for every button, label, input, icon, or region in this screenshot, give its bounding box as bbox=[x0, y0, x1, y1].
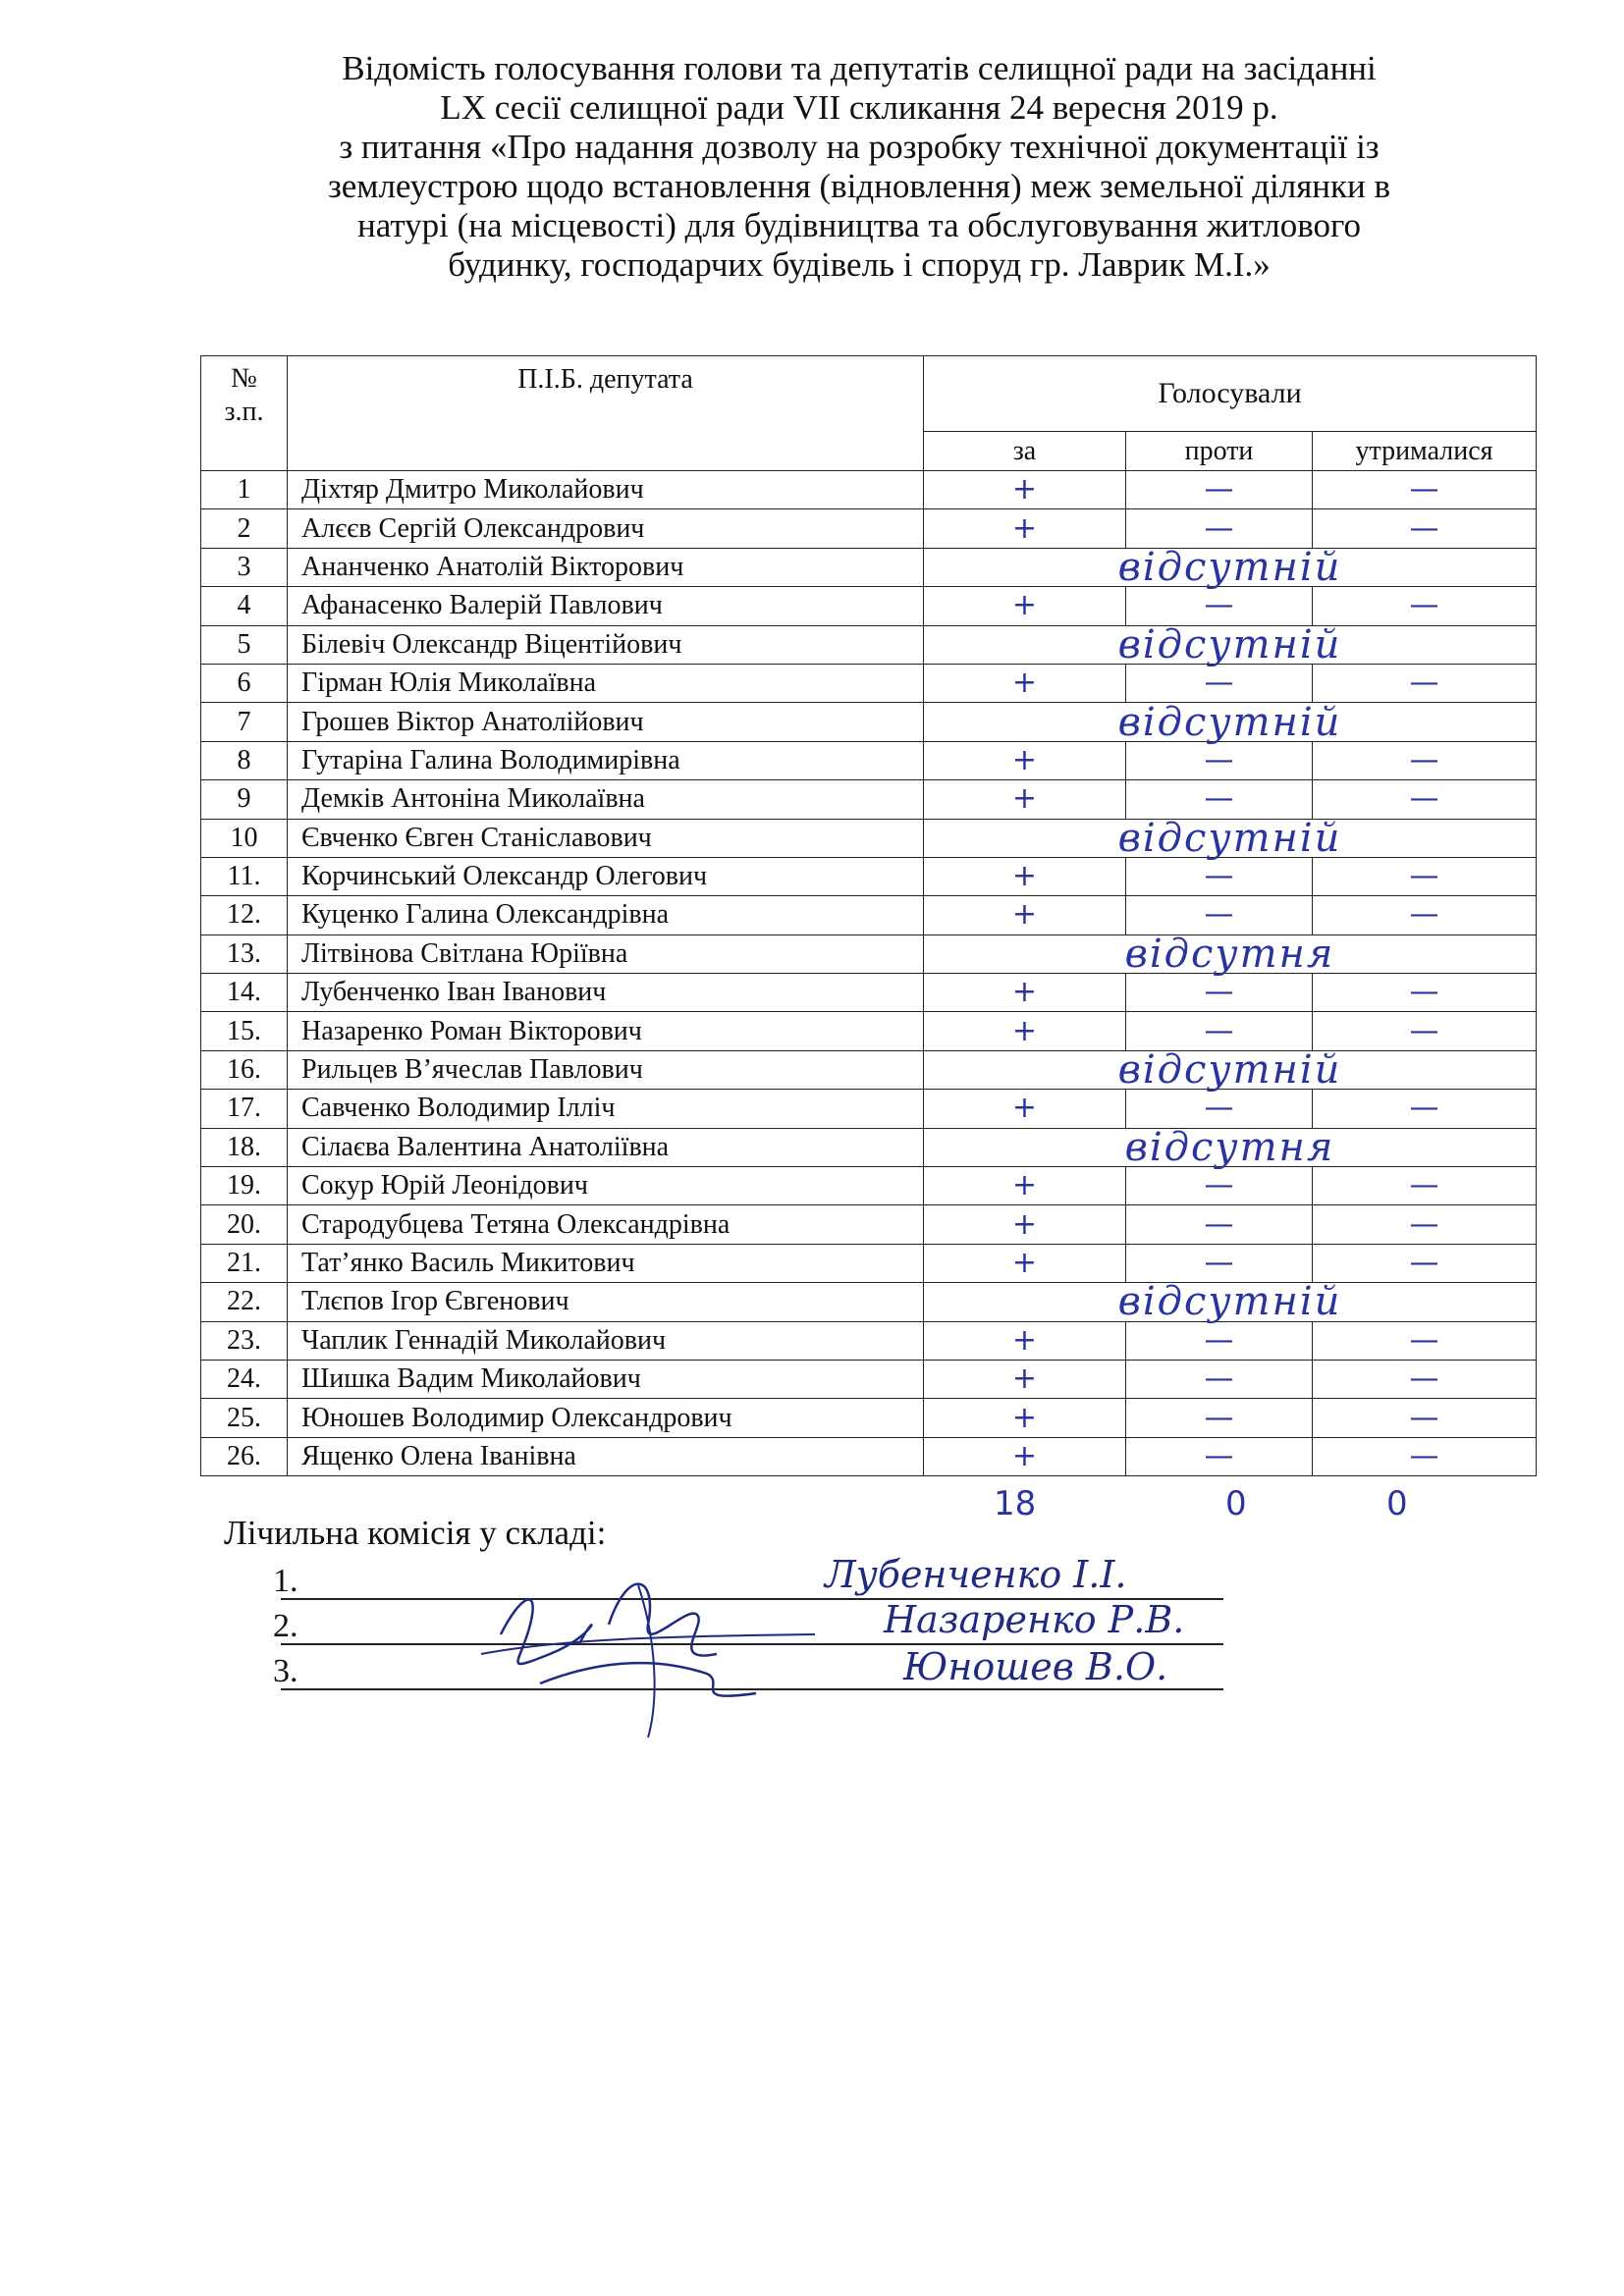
row-number: 21. bbox=[201, 1244, 288, 1282]
table-row bbox=[201, 780, 1537, 819]
vote-against-mark: — bbox=[1126, 974, 1313, 1012]
title-line: з питання «Про надання дозволу на розробку технічної документації із bbox=[339, 128, 1380, 166]
vote-against-mark: — bbox=[1126, 896, 1313, 934]
row-number: 14. bbox=[201, 974, 288, 1012]
vote-against-mark: — bbox=[1126, 1360, 1313, 1398]
row-number: 4 bbox=[201, 587, 288, 625]
table-row bbox=[201, 1437, 1537, 1475]
signature-scribble bbox=[461, 1546, 835, 1742]
commission-member-name: Юношев В.О. bbox=[903, 1645, 1168, 1688]
vote-abstained-mark: — bbox=[1313, 1090, 1537, 1128]
vote-abstained-mark: — bbox=[1313, 974, 1537, 1012]
vote-for-mark: + bbox=[924, 1399, 1126, 1437]
deputy-name: Сокур Юрій Леонідович bbox=[288, 1167, 924, 1205]
vote-against-mark: — bbox=[1126, 1090, 1313, 1128]
vote-against-mark: — bbox=[1126, 1167, 1313, 1205]
header-abstained: утрималися bbox=[1313, 432, 1537, 471]
row-number: 6 bbox=[201, 664, 288, 702]
deputy-name: Назаренко Роман Вікторович bbox=[288, 1012, 924, 1050]
commission-member-name: Лубенченко І.І. bbox=[825, 1553, 1127, 1596]
row-number: 19. bbox=[201, 1167, 288, 1205]
deputy-name: Савченко Володимир Ілліч bbox=[288, 1090, 924, 1128]
deputy-name: Гутаріна Галина Володимирівна bbox=[288, 741, 924, 779]
deputy-name: Тат’янко Василь Микитович bbox=[288, 1244, 924, 1282]
vote-for-mark: + bbox=[924, 664, 1126, 702]
deputy-name: Ананченко Анатолій Вікторович bbox=[288, 548, 924, 586]
deputy-name: Літвінова Світлана Юріївна bbox=[288, 934, 924, 973]
vote-against-mark: — bbox=[1126, 509, 1313, 548]
row-number: 10 bbox=[201, 819, 288, 857]
table-row bbox=[201, 1167, 1537, 1205]
absent-mark: відсутній bbox=[924, 1050, 1537, 1089]
header-against: проти bbox=[1126, 432, 1313, 471]
deputy-name: Стародубцева Тетяна Олександрівна bbox=[288, 1205, 924, 1244]
vote-abstained-mark: — bbox=[1313, 1437, 1537, 1475]
row-number: 13. bbox=[201, 934, 288, 973]
vote-against-mark: — bbox=[1126, 857, 1313, 895]
deputy-name: Алєєв Сергій Олександрович bbox=[288, 509, 924, 548]
voting-table bbox=[200, 355, 1537, 1476]
deputy-name: Корчинський Олександр Олегович bbox=[288, 857, 924, 895]
row-number: 25. bbox=[201, 1399, 288, 1437]
vote-abstained-mark: — bbox=[1313, 1321, 1537, 1360]
vote-for-mark: + bbox=[924, 1321, 1126, 1360]
vote-abstained-mark: — bbox=[1313, 857, 1537, 895]
table-row bbox=[201, 625, 1537, 664]
row-number: 26. bbox=[201, 1437, 288, 1475]
table-row bbox=[201, 509, 1537, 548]
header-number-line: № bbox=[231, 363, 257, 394]
table-row bbox=[201, 1128, 1537, 1166]
deputy-name: Гірман Юлія Миколаївна bbox=[288, 664, 924, 702]
row-number: 11. bbox=[201, 857, 288, 895]
header-number-line: з.п. bbox=[224, 397, 264, 427]
document-title bbox=[245, 49, 1473, 285]
table-row bbox=[201, 1283, 1537, 1321]
absent-mark: відсутній bbox=[924, 1283, 1537, 1321]
table-row bbox=[201, 1090, 1537, 1128]
vote-for-mark: + bbox=[924, 1090, 1126, 1128]
vote-abstained-mark: — bbox=[1313, 1399, 1537, 1437]
vote-against-mark: — bbox=[1126, 1321, 1313, 1360]
title-line: Відомість голосування голови та депутатів селищної ради на засіданні bbox=[342, 49, 1377, 87]
header-for: за bbox=[924, 432, 1126, 471]
vote-for-mark: + bbox=[924, 1167, 1126, 1205]
row-number: 2 bbox=[201, 509, 288, 548]
row-number: 24. bbox=[201, 1360, 288, 1398]
vote-against-mark: — bbox=[1126, 1437, 1313, 1475]
deputy-name: Євченко Євген Станіславович bbox=[288, 819, 924, 857]
vote-for-mark: + bbox=[924, 471, 1126, 509]
deputy-name: Сілаєва Валентина Анатоліївна bbox=[288, 1128, 924, 1166]
row-number: 20. bbox=[201, 1205, 288, 1244]
vote-against-mark: — bbox=[1126, 1205, 1313, 1244]
header-voted: Голосували bbox=[924, 356, 1537, 432]
absent-mark: відсутній bbox=[924, 548, 1537, 586]
row-number: 22. bbox=[201, 1283, 288, 1321]
total-abstained: 0 bbox=[1386, 1484, 1408, 1523]
total-against: 0 bbox=[1225, 1484, 1247, 1523]
row-number: 15. bbox=[201, 1012, 288, 1050]
table-row bbox=[201, 819, 1537, 857]
table-row bbox=[201, 548, 1537, 586]
vote-abstained-mark: — bbox=[1313, 1205, 1537, 1244]
deputy-name: Юношев Володимир Олександрович bbox=[288, 1399, 924, 1437]
vote-against-mark: — bbox=[1126, 741, 1313, 779]
row-number: 23. bbox=[201, 1321, 288, 1360]
row-number: 12. bbox=[201, 896, 288, 934]
table-row bbox=[201, 741, 1537, 779]
absent-mark: відсутня bbox=[924, 934, 1537, 973]
absent-mark: відсутній bbox=[924, 625, 1537, 664]
vote-abstained-mark: — bbox=[1313, 471, 1537, 509]
table-row bbox=[201, 896, 1537, 934]
deputy-name: Тлєпов Ігор Євгенович bbox=[288, 1283, 924, 1321]
deputy-name: Афанасенко Валерій Павлович bbox=[288, 587, 924, 625]
vote-against-mark: — bbox=[1126, 1012, 1313, 1050]
title-line: натурі (на місцевості) для будівництва та обслуговування житлового bbox=[356, 206, 1362, 244]
row-number: 3 bbox=[201, 548, 288, 586]
vote-abstained-mark: — bbox=[1313, 896, 1537, 934]
header-number bbox=[201, 356, 288, 471]
row-number: 5 bbox=[201, 625, 288, 664]
title-line: будинку, господарчих будівель і споруд гр. Лаврик М.І.» bbox=[448, 245, 1271, 284]
deputy-name: Ященко Олена Іванівна bbox=[288, 1437, 924, 1475]
total-for: 18 bbox=[994, 1484, 1037, 1523]
vote-abstained-mark: — bbox=[1313, 587, 1537, 625]
vote-for-mark: + bbox=[924, 1205, 1126, 1244]
deputy-name: Шишка Вадим Миколайович bbox=[288, 1360, 924, 1398]
deputy-name: Рильцев В’ячеслав Павлович bbox=[288, 1050, 924, 1089]
row-number: 18. bbox=[201, 1128, 288, 1166]
table-row bbox=[201, 703, 1537, 741]
vote-against-mark: — bbox=[1126, 664, 1313, 702]
vote-for-mark: + bbox=[924, 857, 1126, 895]
vote-for-mark: + bbox=[924, 1012, 1126, 1050]
table-row bbox=[201, 1050, 1537, 1089]
vote-abstained-mark: — bbox=[1313, 780, 1537, 819]
row-number: 8 bbox=[201, 741, 288, 779]
vote-rows bbox=[201, 471, 1537, 1476]
vote-abstained-mark: — bbox=[1313, 1360, 1537, 1398]
deputy-name: Чаплик Геннадій Миколайович bbox=[288, 1321, 924, 1360]
vote-for-mark: + bbox=[924, 780, 1126, 819]
table-row bbox=[201, 1399, 1537, 1437]
deputy-name: Куценко Галина Олександрівна bbox=[288, 896, 924, 934]
vote-abstained-mark: — bbox=[1313, 1012, 1537, 1050]
vote-abstained-mark: — bbox=[1313, 509, 1537, 548]
table-row bbox=[201, 934, 1537, 973]
deputy-name: Грошев Віктор Анатолійович bbox=[288, 703, 924, 741]
deputy-name: Діхтяр Дмитро Миколайович bbox=[288, 471, 924, 509]
absent-mark: відсутній bbox=[924, 703, 1537, 741]
table-row bbox=[201, 664, 1537, 702]
vote-against-mark: — bbox=[1126, 780, 1313, 819]
deputy-name: Білевіч Олександр Віцентійович bbox=[288, 625, 924, 664]
row-number: 1 bbox=[201, 471, 288, 509]
vote-against-mark: — bbox=[1126, 471, 1313, 509]
table-row bbox=[201, 587, 1537, 625]
vote-for-mark: + bbox=[924, 741, 1126, 779]
row-number: 16. bbox=[201, 1050, 288, 1089]
table-row bbox=[201, 1244, 1537, 1282]
vote-against-mark: — bbox=[1126, 1399, 1313, 1437]
vote-for-mark: + bbox=[924, 509, 1126, 548]
commission-label: Лічильна комісія у складі: bbox=[224, 1514, 607, 1552]
vote-for-mark: + bbox=[924, 896, 1126, 934]
table-row bbox=[201, 857, 1537, 895]
commission-member-name: Назаренко Р.В. bbox=[884, 1598, 1185, 1641]
table-row bbox=[201, 1012, 1537, 1050]
vote-abstained-mark: — bbox=[1313, 664, 1537, 702]
row-number: 17. bbox=[201, 1090, 288, 1128]
vote-for-mark: + bbox=[924, 587, 1126, 625]
title-line: LX сесії селищної ради VII скликання 24 вересня 2019 р. bbox=[440, 88, 1278, 127]
row-number: 7 bbox=[201, 703, 288, 741]
table-row bbox=[201, 1360, 1537, 1398]
vote-for-mark: + bbox=[924, 1244, 1126, 1282]
vote-for-mark: + bbox=[924, 1360, 1126, 1398]
table-row bbox=[201, 1205, 1537, 1244]
vote-for-mark: + bbox=[924, 1437, 1126, 1475]
title-line: землеустрою щодо встановлення (відновлення) меж земельної ділянки в bbox=[327, 167, 1391, 205]
deputy-name: Лубенченко Іван Іванович bbox=[288, 974, 924, 1012]
absent-mark: відсутній bbox=[924, 819, 1537, 857]
table-row bbox=[201, 1321, 1537, 1360]
vote-abstained-mark: — bbox=[1313, 741, 1537, 779]
vote-abstained-mark: — bbox=[1313, 1244, 1537, 1282]
commission-number: 3. bbox=[273, 1653, 298, 1689]
deputy-name: Демків Антоніна Миколаївна bbox=[288, 780, 924, 819]
table-row bbox=[201, 471, 1537, 509]
commission-number: 1. bbox=[273, 1563, 298, 1599]
row-number: 9 bbox=[201, 780, 288, 819]
absent-mark: відсутня bbox=[924, 1128, 1537, 1166]
commission-number: 2. bbox=[273, 1608, 298, 1644]
table-row bbox=[201, 974, 1537, 1012]
vote-for-mark: + bbox=[924, 974, 1126, 1012]
vote-abstained-mark: — bbox=[1313, 1167, 1537, 1205]
header-name: П.І.Б. депутата bbox=[288, 356, 924, 471]
vote-against-mark: — bbox=[1126, 1244, 1313, 1282]
vote-against-mark: — bbox=[1126, 587, 1313, 625]
